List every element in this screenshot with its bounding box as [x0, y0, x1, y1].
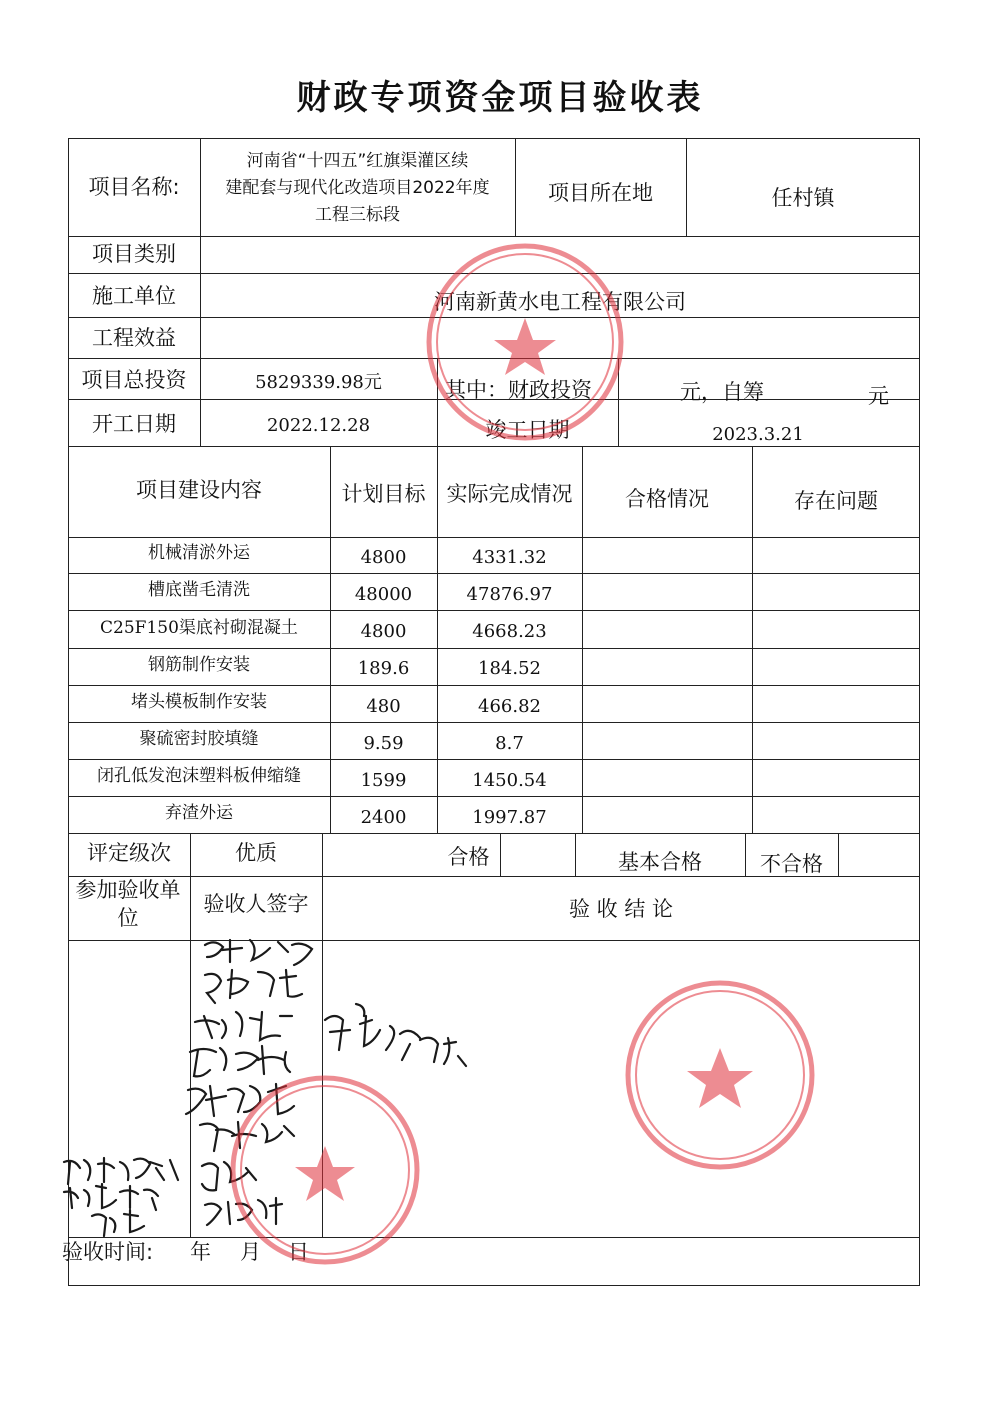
grade-pass: 合格: [447, 845, 490, 869]
item-name: C25F150渠底衬砌混凝土: [100, 618, 298, 638]
item-plan: 4800: [360, 621, 407, 642]
item-actual: 47876.97: [466, 584, 553, 605]
item-actual: 466.82: [478, 696, 541, 717]
item-actual: 8.7: [495, 733, 524, 754]
among-label: 其中：财政投资: [445, 378, 592, 402]
grade-label: 评定级次: [87, 841, 171, 865]
grade-fail: 不合格: [760, 852, 823, 876]
item-name: 堵头模板制作安装: [131, 692, 267, 712]
accept-day-label: 日: [288, 1240, 309, 1264]
conclusion-header: 验 收 结 论: [568, 897, 674, 921]
signature-header: 验收人签字: [203, 892, 309, 916]
item-name: 槽底凿毛清洗: [148, 580, 250, 600]
total-investment-value: 5829339.98元: [255, 372, 382, 393]
item-plan: 48000: [354, 584, 413, 605]
actual-header: 实际完成情况: [446, 482, 573, 506]
accept-month-label: 月: [240, 1240, 261, 1264]
location-label: 项目所在地: [548, 181, 653, 205]
item-actual: 1997.87: [472, 807, 547, 828]
item-actual: 1450.54: [472, 770, 547, 791]
item-name: 机械清淤外运: [148, 543, 250, 563]
plan-header: 计划目标: [341, 482, 426, 506]
total-investment-label: 项目总投资: [81, 368, 187, 392]
contractor-value: 河南新黄水电工程有限公司: [434, 290, 686, 314]
item-actual: 4668.23: [472, 621, 547, 642]
item-actual: 4331.32: [472, 547, 547, 568]
project-name-line: 工程三标段: [315, 205, 400, 225]
item-name: 聚硫密封胶填缝: [139, 729, 259, 749]
item-name: 钢筋制作安装: [148, 655, 250, 675]
project-name-line: 河南省“十四五”红旗渠灌区续: [246, 151, 469, 171]
grade-basic: 基本合格: [618, 850, 702, 874]
item-actual: 184.52: [478, 658, 541, 679]
start-date-value: 2022.12.28: [266, 415, 371, 436]
end-date-value: 2023.3.21: [712, 424, 804, 445]
item-plan: 9.59: [363, 733, 404, 754]
yuan-label: 元: [868, 384, 889, 408]
accept-time-label: 验收时间:: [62, 1240, 154, 1264]
end-date-label: 竣工日期: [485, 418, 570, 442]
qualified-header: 合格情况: [625, 487, 709, 511]
project-name-label: 项目名称:: [88, 175, 180, 199]
item-name: 闭孔低发泡沫塑料板伸缩缝: [97, 766, 301, 786]
yuan-self-label: 元，自筹: [680, 380, 764, 404]
item-plan: 4800: [360, 547, 407, 568]
location-value: 任村镇: [771, 186, 835, 210]
issues-header: 存在问题: [794, 489, 878, 513]
item-name: 弃渣外运: [165, 803, 233, 823]
grade-excellent: 优质: [235, 841, 277, 865]
item-plan: 189.6: [357, 658, 410, 679]
participant-unit-label: 参加验收单位: [75, 878, 181, 930]
item-plan: 480: [366, 696, 401, 717]
item-plan: 2400: [360, 807, 407, 828]
category-label: 项目类别: [92, 242, 176, 266]
benefit-label: 工程效益: [92, 326, 176, 350]
project-name-line: 建配套与现代化改造项目2022年度: [225, 178, 490, 198]
item-plan: 1599: [360, 770, 407, 791]
contractor-label: 施工单位: [92, 284, 176, 308]
page-title: 财政专项资金项目验收表: [296, 78, 704, 118]
start-date-label: 开工日期: [92, 412, 176, 436]
accept-year-label: 年: [190, 1240, 211, 1264]
content-header: 项目建设内容: [136, 478, 262, 502]
